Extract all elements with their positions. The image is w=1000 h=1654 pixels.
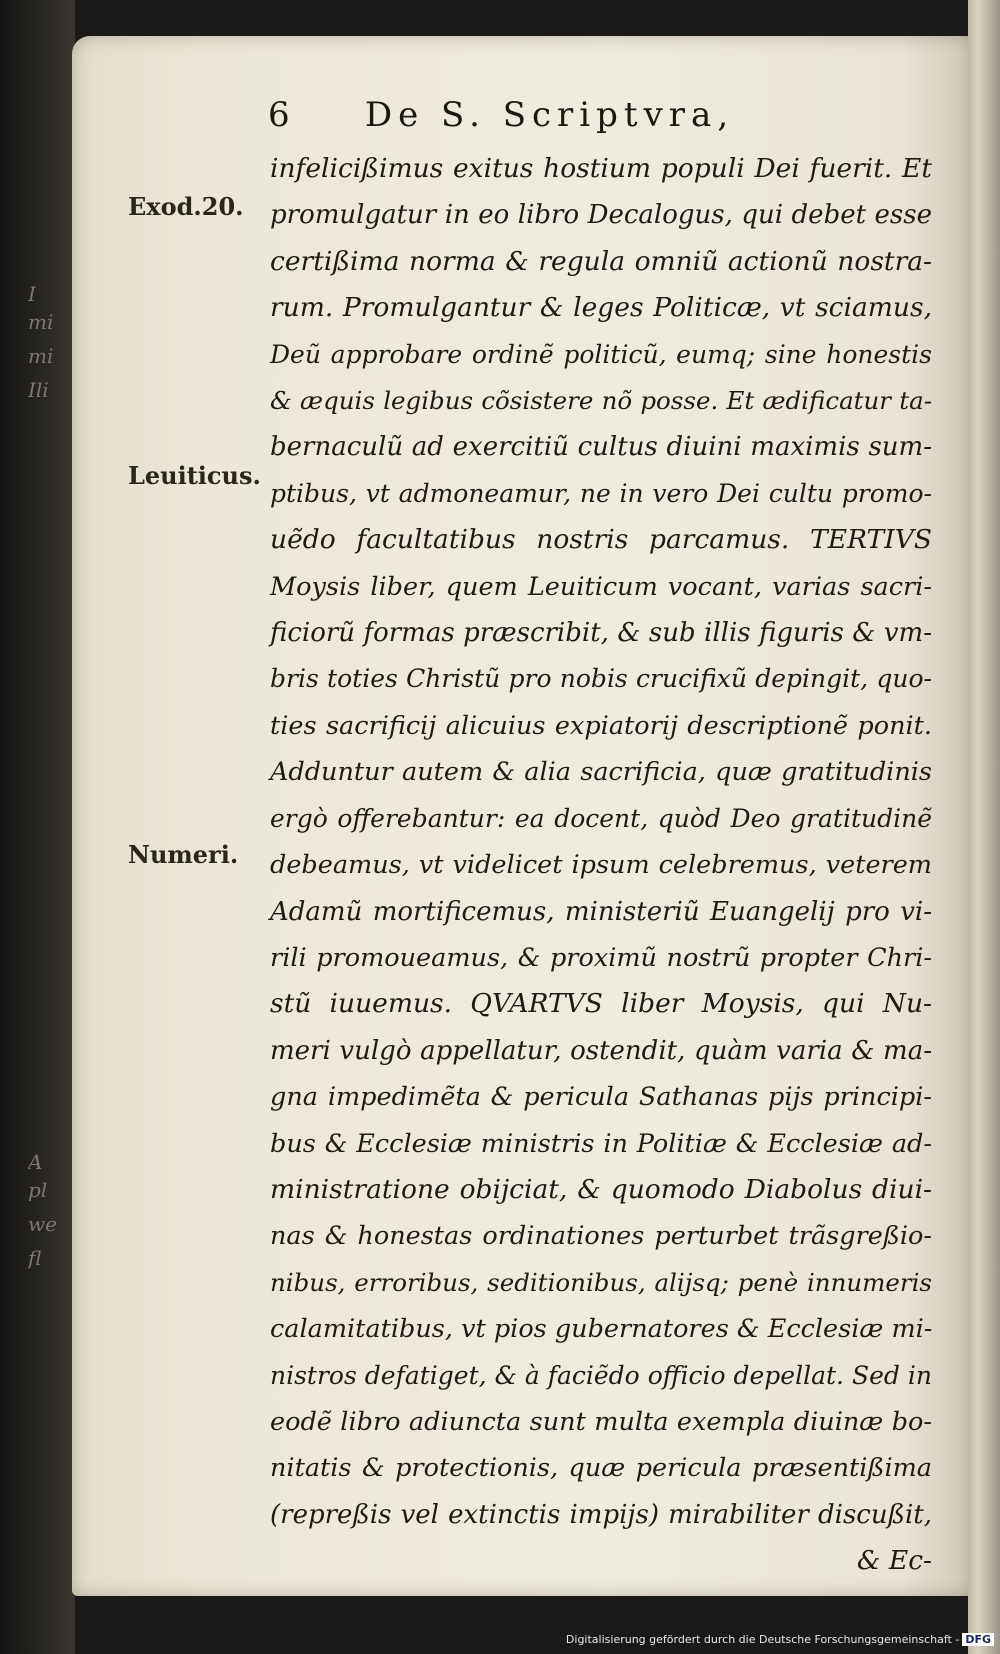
text-line: bernaculũ ad exercitiũ cultus diuini maximis sum- [270,432,932,463]
text-line: Moysis liber, quem Leuiticum vocant, varias sacri- [270,571,932,602]
text-line: eodẽ libro adiuncta sunt multa exempla diuinæ bo- [270,1406,932,1437]
text-line: (repreßis vel extinctis impijs) mirabiliter discußit, [270,1499,932,1530]
book-spine [968,0,1000,1654]
credit-text: Digitalisierung gefördert durch die Deutsche Forschungsgemeinschaft - [565,1633,960,1646]
running-head [268,95,734,135]
text-line: ficiorũ formas præscribit, & sub illis figuris & vm- [270,618,932,649]
bleed-through-text: I [28,282,36,306]
text-line: Deũ approbare ordinẽ politicũ, eumq; sine honestis [270,339,932,369]
text-line: nas & honestas ordinationes perturbet trãsgreßio- [270,1221,932,1252]
text-line: bris toties Christũ pro nobis crucifixũ depingit, quo- [270,664,932,694]
text-line: uẽdo facultatibus nostris parcamus. TERTIVS [270,524,932,556]
book-edge-left [0,0,75,1654]
text-line: Adduntur autem & alia sacrificia, quæ gratitudinis [270,757,932,788]
text-line: Adamũ mortificemus, ministeriũ Euangelij pro vi- [270,896,932,927]
text-line: nibus, erroribus, seditionibus, alijsq; penè innumeris [270,1267,932,1297]
text-line: calamitatibus, vt pios gubernatores & Ecclesiæ mi- [270,1314,933,1345]
bleed-through-text: mi [28,344,54,368]
text-line: bus & Ecclesiæ ministris in Politiæ & Ecclesiæ ad- [270,1128,932,1159]
text-line: ministratione obijciat, & quomodo Diabolus diui- [270,1173,932,1205]
bleed-through-text: we [28,1212,57,1236]
body-text [270,146,932,1585]
text-line: debeamus, vt videlicet ipsum celebremus, veterem [270,850,932,881]
bleed-through-text: mi [28,310,54,334]
text-line: gna impedimẽta & pericula Sathanas pijs principi- [270,1082,932,1113]
dfg-logo: DFG [962,1633,994,1646]
catchword: & Ec- [856,1545,932,1577]
text-line: ties sacrificij alicuius expiatorij descriptionẽ ponit. [270,710,932,741]
text-line: ergò offerebantur: ea docent, quòd Deo gratitudinẽ [270,803,932,833]
text-line: meri vulgò appellatur, ostendit, quàm varia & ma- [270,1035,932,1066]
text-line: rili promoueamus, & proximũ nostrũ propter Chri- [270,942,932,973]
text-line: certißima norma & regula omniũ actionũ nostra- [270,245,932,277]
marginal-note: Leuiticus. [128,461,261,490]
digitization-credit [566,1633,994,1646]
text-line: ptibus, vt admoneamur, ne in vero Dei cultu promo- [270,478,932,508]
text-line: nitatis & protectionis, quæ pericula præsentißima [270,1453,932,1484]
running-head-title: De S. Scriptvra, [364,95,735,135]
text-line: infelicißimus exitus hostium populi Dei fuerit. Et [270,153,932,184]
bleed-through-text: pl [28,1178,48,1202]
marginal-note: Numeri. [128,840,239,869]
page-number: 6 [268,95,296,135]
marginal-note: Exod.20. [128,192,244,221]
bleed-through-text: A [28,1150,43,1174]
text-line: rum. Promulgantur & leges Politicæ, vt sciamus, [270,292,932,324]
bleed-through-text: fl [28,1246,42,1270]
text-line: & æquis legibus cõsistere nõ posse. Et ædificatur ta- [270,386,932,416]
text-line: promulgatur in eo libro Decalogus, qui debet esse [270,200,932,231]
text-line: stũ iuuemus. QVARTVS liber Moysis, qui Nu- [270,988,932,1020]
text-line: nistros defatiget, & à faciẽdo officio depellat. Sed in [270,1360,932,1390]
bleed-through-text: Ili [28,378,49,402]
